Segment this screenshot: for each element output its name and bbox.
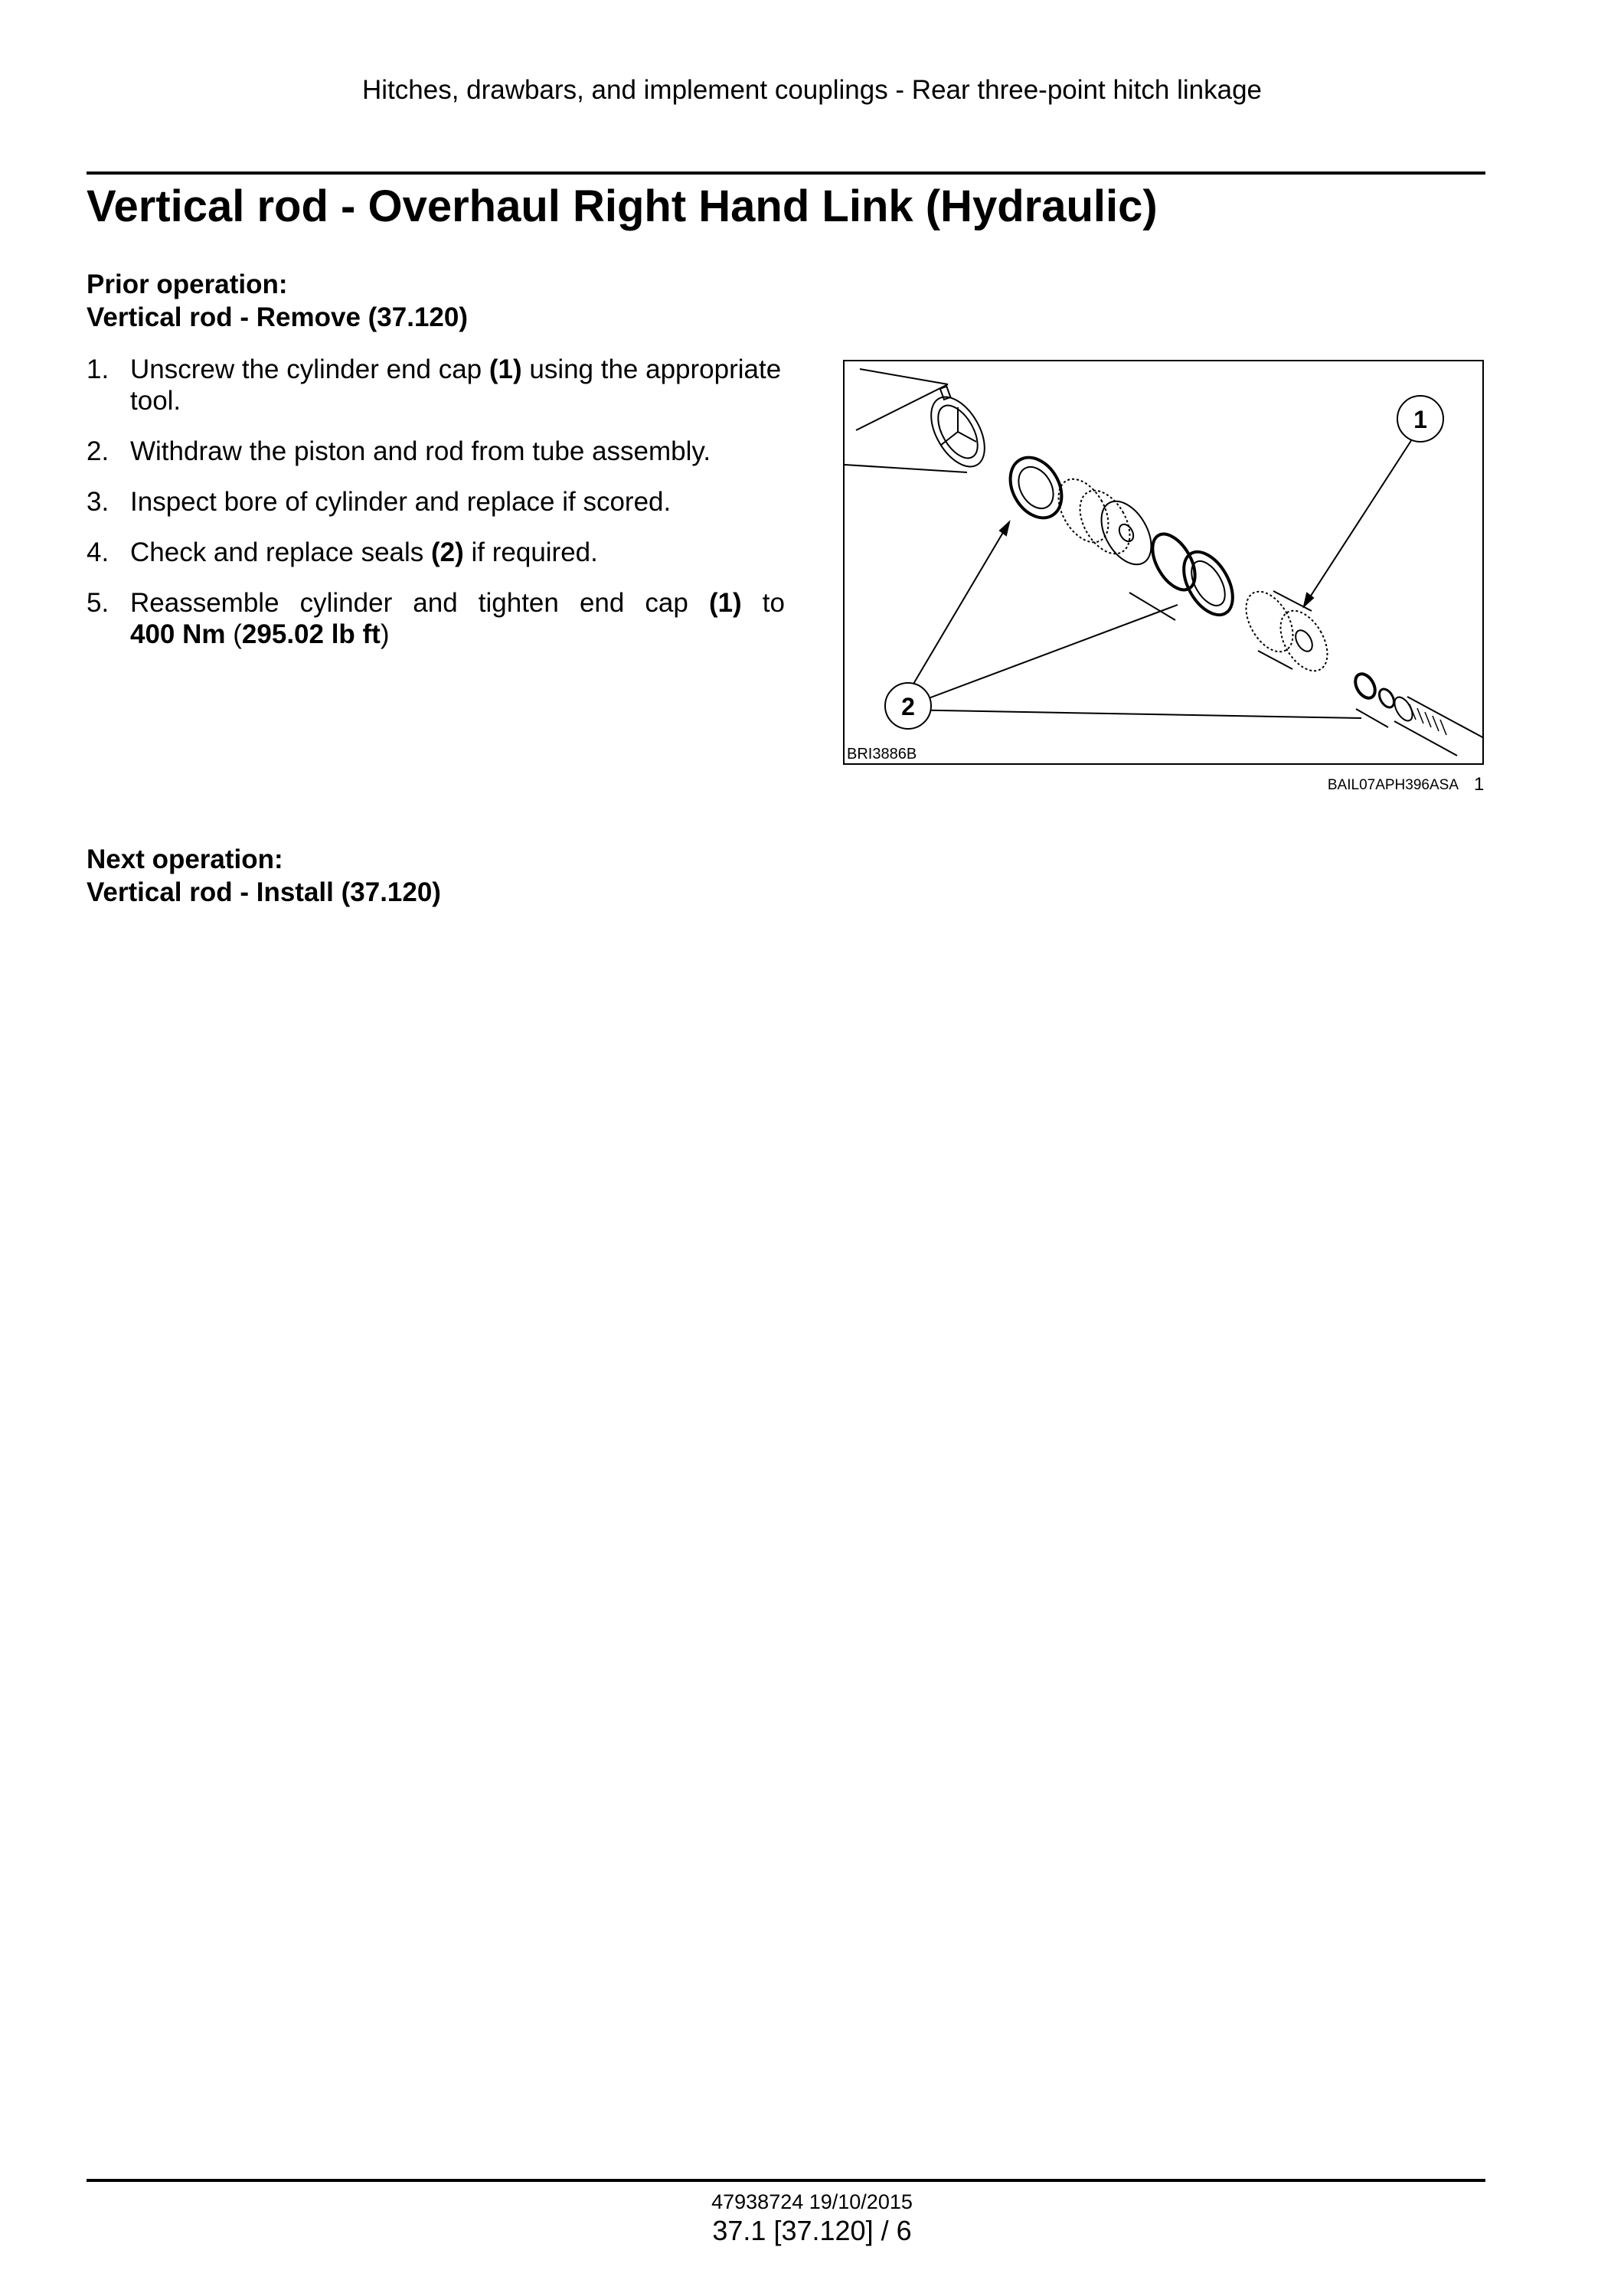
page-title: Vertical rod - Overhaul Right Hand Link (Hydraulic) xyxy=(87,181,1158,231)
torque-lbft: 295.02 lb ft xyxy=(241,619,381,649)
step-number: 4. xyxy=(87,537,109,567)
cylinder-exploded-figure xyxy=(843,360,1484,765)
figure-image-code: BRI3886B xyxy=(847,746,917,763)
step-4 xyxy=(87,537,785,568)
next-operation-link[interactable]: Vertical rod - Install (37.120) xyxy=(87,877,441,907)
step-5 xyxy=(87,587,785,650)
step-1 xyxy=(87,354,785,416)
figure-number: 1 xyxy=(1474,774,1485,795)
footer-rule xyxy=(87,2179,1485,2182)
step-number: 3. xyxy=(87,487,109,517)
step-text: Inspect bore of cylinder and replace if scored. xyxy=(130,487,671,517)
footer-doc-info: 47938724 19/10/2015 xyxy=(711,2190,913,2213)
step-text: Reassemble cylinder and tighten end cap (1) to 400 Nm (295.02 lb ft) xyxy=(130,588,785,649)
step-number: 1. xyxy=(87,354,109,384)
step-number: 2. xyxy=(87,436,109,466)
callout-1: 1 xyxy=(1413,406,1427,433)
step-3 xyxy=(87,486,785,518)
running-header: Hitches, drawbars, and implement couplings - Rear three-point hitch linkage xyxy=(361,75,1263,105)
torque-nm: 400 Nm xyxy=(130,619,226,649)
figure-caption-code: BAIL07APH396ASA xyxy=(1327,777,1459,793)
step-2 xyxy=(87,436,785,467)
prior-operation xyxy=(87,268,468,334)
step-text: Unscrew the cylinder end cap (1) using the appropriate tool. xyxy=(130,354,782,416)
cylinder-exploded-drawing xyxy=(845,361,1484,765)
procedure-steps xyxy=(87,354,785,669)
footer-page-number: 37.1 [37.120] / 6 xyxy=(712,2215,912,2246)
callout-2: 2 xyxy=(901,693,915,720)
step-text: Check and replace seals (2) if required. xyxy=(130,537,598,567)
prior-operation-link[interactable]: Vertical rod - Remove (37.120) xyxy=(87,302,468,332)
next-operation-label: Next operation: xyxy=(87,844,283,874)
step-number: 5. xyxy=(87,588,109,618)
step-text: Withdraw the piston and rod from tube assembly. xyxy=(130,436,711,466)
header-rule xyxy=(87,171,1485,175)
next-operation xyxy=(87,843,441,909)
prior-operation-label: Prior operation: xyxy=(87,269,288,299)
